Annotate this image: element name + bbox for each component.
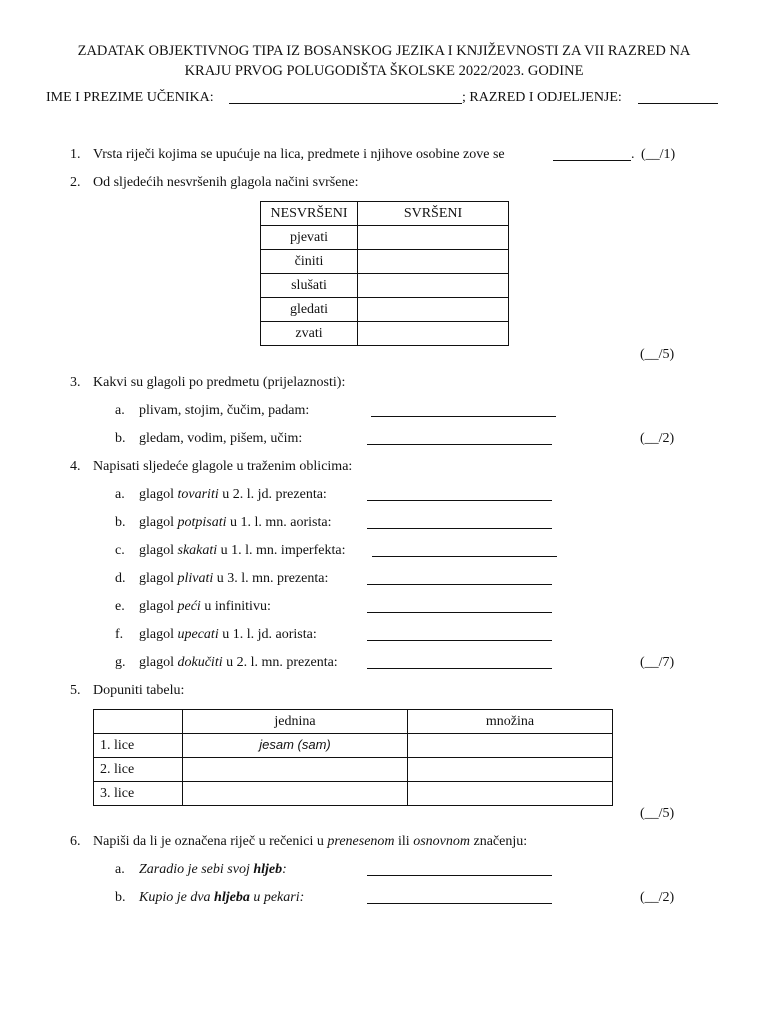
class-blank[interactable] <box>638 103 718 104</box>
q4-a-text: glagol tovariti u 2. l. jd. prezenta: <box>139 487 327 502</box>
q2-verb-3: slušati <box>261 274 358 298</box>
q1-answer-blank[interactable] <box>553 160 631 161</box>
q2-verb-table <box>260 201 509 346</box>
q1-text: Vrsta riječi kojima se upućuje na lica, predmete i njihove osobine zove se <box>93 147 505 162</box>
q5-person-1: 1. lice <box>94 734 183 758</box>
q3-number: 3. <box>70 375 81 390</box>
q4-a-verb: tovariti <box>177 487 219 502</box>
title-line-2: KRAJU PRVOG POLUGODIŠTA ŠKOLSKE 2022/2023. GODINE <box>184 63 584 79</box>
q5-singular-1: jesam (sam) <box>259 737 331 752</box>
q3-b-letter: b. <box>115 431 126 446</box>
q3-b-blank[interactable] <box>367 444 552 445</box>
q5-col-singular: jednina <box>183 710 408 734</box>
q4-b-text: glagol potpisati u 1. l. mn. aorista: <box>139 515 332 530</box>
q2-points: (__/5) <box>640 347 675 362</box>
q5-plural-cell-3[interactable] <box>408 782 613 806</box>
q5-conjugation-table <box>93 709 613 806</box>
student-name-label: IME I PREZIME UČENIKA: <box>46 90 214 105</box>
q6-number: 6. <box>70 834 81 849</box>
q6-a-text: Zaradio je sebi svoj hljeb: <box>139 862 287 877</box>
q4-f-text: glagol upecati u 1. l. jd. aorista: <box>139 627 317 642</box>
q2-answer-cell-1[interactable] <box>358 226 509 250</box>
class-label: ; RAZRED I ODJELJENJE: <box>462 90 622 105</box>
q4-g-text: glagol dokučiti u 2. l. mn. prezenta: <box>139 655 338 670</box>
q3-a-text: plivam, stojim, čučim, padam: <box>139 403 310 418</box>
q5-plural-cell-2[interactable] <box>408 758 613 782</box>
q1-number: 1. <box>70 147 81 162</box>
q3-a-letter: a. <box>115 403 125 418</box>
q4-d-text: glagol plivati u 3. l. mn. prezenta: <box>139 571 329 586</box>
q4-b-blank[interactable] <box>367 528 552 529</box>
q4-number: 4. <box>70 459 81 474</box>
q4-d-letter: d. <box>115 571 126 586</box>
q6-b-letter: b. <box>115 890 126 905</box>
q6-b-marked-word: hljeba <box>214 890 250 905</box>
q5-person-2: 2. lice <box>94 758 183 782</box>
q5-singular-cell-2[interactable] <box>183 758 408 782</box>
q2-number: 2. <box>70 175 81 190</box>
q4-text: Napisati sljedeće glagole u traženim oblicima: <box>93 459 353 474</box>
q5-plural-cell-1[interactable] <box>408 734 613 758</box>
q2-verb-2: činiti <box>261 250 358 274</box>
q6-a-letter: a. <box>115 862 125 877</box>
q6-points: (__/2) <box>640 890 675 905</box>
q4-g-verb: dokučiti <box>177 655 223 670</box>
q6-em-figurative: prenesenom <box>327 834 395 849</box>
q4-c-blank[interactable] <box>372 556 557 557</box>
q2-col-perfective: SVRŠENI <box>358 202 509 226</box>
q3-b-text: gledam, vodim, pišem, učim: <box>139 431 303 446</box>
q4-d-blank[interactable] <box>367 584 552 585</box>
q4-c-text: glagol skakati u 1. l. mn. imperfekta: <box>139 543 346 558</box>
q2-verb-5: zvati <box>261 322 358 346</box>
q6-b-blank[interactable] <box>367 903 552 904</box>
q4-c-verb: skakati <box>177 543 218 558</box>
q1-points: (__/1) <box>641 147 676 162</box>
q5-points: (__/5) <box>640 806 675 821</box>
q6-a-blank[interactable] <box>367 875 552 876</box>
q5-number: 5. <box>70 683 81 698</box>
q2-verb-4: gledati <box>261 298 358 322</box>
q3-text: Kakvi su glagoli po predmetu (prijelaznosti): <box>93 375 346 390</box>
q4-c-letter: c. <box>115 543 125 558</box>
q6-text: Napiši da li je označena riječ u rečenici u prenesenom ili osnovnom značenju: <box>93 834 528 849</box>
q3-points: (__/2) <box>640 431 675 446</box>
q4-e-letter: e. <box>115 599 125 614</box>
q4-e-blank[interactable] <box>367 612 552 613</box>
q4-b-verb: potpisati <box>177 515 227 530</box>
q4-g-blank[interactable] <box>367 668 552 669</box>
q5-corner-cell <box>94 710 183 734</box>
q4-f-letter: f. <box>115 627 124 642</box>
title-line-1: ZADATAK OBJEKTIVNOG TIPA IZ BOSANSKOG JEZIKA I KNJIŽEVNOSTI ZA VII RAZRED NA <box>77 43 691 59</box>
q6-a-marked-word: hljeb <box>253 862 283 877</box>
q4-a-blank[interactable] <box>367 500 552 501</box>
q4-f-verb: upecati <box>177 627 219 642</box>
q4-f-blank[interactable] <box>367 640 552 641</box>
q4-d-verb: plivati <box>177 571 214 586</box>
q4-e-text: glagol peći u infinitivu: <box>139 599 271 614</box>
q2-col-imperfective: NESVRŠENI <box>261 202 358 226</box>
q4-g-letter: g. <box>115 655 126 670</box>
q6-em-literal: osnovnom <box>413 834 470 849</box>
q2-answer-cell-4[interactable] <box>358 298 509 322</box>
student-name-blank[interactable] <box>229 103 462 104</box>
q1-period: . <box>631 147 635 162</box>
q5-person-3: 3. lice <box>94 782 183 806</box>
q5-col-plural: množina <box>408 710 613 734</box>
q5-singular-cell-3[interactable] <box>183 782 408 806</box>
q2-text: Od sljedećih nesvršenih glagola načini svršene: <box>93 175 359 190</box>
q2-answer-cell-3[interactable] <box>358 274 509 298</box>
q6-b-text: Kupio je dva hljeba u pekari: <box>139 890 305 905</box>
q2-answer-cell-2[interactable] <box>358 250 509 274</box>
q4-b-letter: b. <box>115 515 126 530</box>
q5-text: Dopuniti tabelu: <box>93 683 185 698</box>
q2-verb-1: pjevati <box>261 226 358 250</box>
q3-a-blank[interactable] <box>371 416 556 417</box>
q4-a-letter: a. <box>115 487 125 502</box>
q2-answer-cell-5[interactable] <box>358 322 509 346</box>
q4-e-verb: peći <box>177 599 201 614</box>
q4-points: (__/7) <box>640 655 675 670</box>
